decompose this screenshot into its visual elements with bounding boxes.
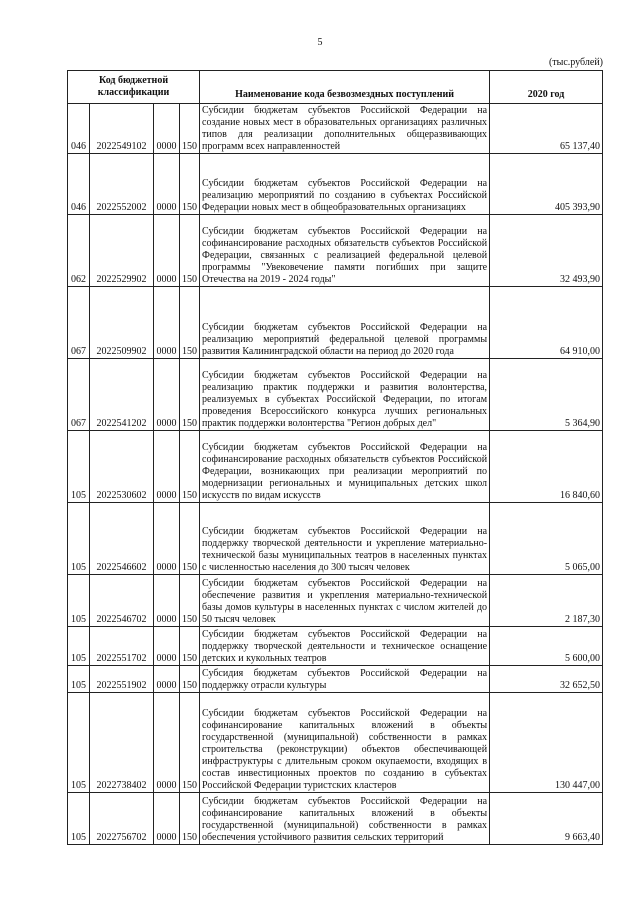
program-code-cell: 0000 [154, 431, 180, 503]
economic-code-cell: 150 [180, 575, 200, 627]
main-code-cell: 2022756702 [90, 793, 154, 845]
economic-code-cell: 150 [180, 627, 200, 666]
table-row [68, 575, 603, 627]
page-number: 5 [317, 37, 323, 48]
name-column-header: Наименование кода безвозмездных поступлений [200, 71, 490, 104]
main-code-cell: 2022530602 [90, 431, 154, 503]
amount-cell: 64 910,00 [490, 287, 603, 359]
main-code-cell: 2022541202 [90, 359, 154, 431]
admin-code-cell: 062 [68, 215, 90, 287]
economic-code-cell: 150 [180, 359, 200, 431]
amount-cell: 405 393,90 [490, 154, 603, 215]
main-code-cell: 2022546702 [90, 575, 154, 627]
main-code-cell: 2022546602 [90, 503, 154, 575]
main-code-cell: 2022552002 [90, 154, 154, 215]
program-code-cell: 0000 [154, 793, 180, 845]
table-row [68, 666, 603, 693]
admin-code-cell: 046 [68, 154, 90, 215]
amount-cell: 2 187,30 [490, 575, 603, 627]
revenue-name-cell: Субсидии бюджетам субъектов Российской Федерации на софинансирование расходных обязательств субъектов Российской Федерации, связанных с реализацией федеральной целевой программы "Увековечение памяти погибших при защите Отечества на 2019 - 2024 годы" [200, 215, 490, 287]
table-row [68, 431, 603, 503]
budget-table [67, 70, 603, 845]
economic-code-cell: 150 [180, 503, 200, 575]
program-code-cell: 0000 [154, 627, 180, 666]
table-row [68, 287, 603, 359]
economic-code-cell: 150 [180, 793, 200, 845]
economic-code-cell: 150 [180, 154, 200, 215]
program-code-cell: 0000 [154, 154, 180, 215]
revenue-name-cell: Субсидии бюджетам субъектов Российской Федерации на софинансирование капитальных вложений в объекты государственной (муниципальной) собственности в рамках строительства (реконструкции) объектов обеспечивающей инфраструктуры с длительным сроком окупаемости, входящих в состав инвестиционных проектов по созданию в субъектах Российской Федерации туристских кластеров [200, 693, 490, 793]
revenue-name-cell: Субсидия бюджетам субъектов Российской Федерации на поддержку отрасли культуры [200, 666, 490, 693]
admin-code-cell: 067 [68, 287, 90, 359]
revenue-name-cell: Субсидии бюджетам субъектов Российской Федерации на обеспечение развития и укрепления материально-технической базы домов культуры в населенных пунктах с числом жителей до 50 тысяч человек [200, 575, 490, 627]
economic-code-cell: 150 [180, 215, 200, 287]
program-code-cell: 0000 [154, 666, 180, 693]
revenue-name-cell: Субсидии бюджетам субъектов Российской Федерации на поддержку творческой деятельности и укрепление материально-технической базы муниципальных театров в населенных пунктах с численностью населения до 300 тысяч человек [200, 503, 490, 575]
admin-code-cell: 105 [68, 666, 90, 693]
main-code-cell: 2022551702 [90, 627, 154, 666]
program-code-cell: 0000 [154, 575, 180, 627]
table-row [68, 154, 603, 215]
revenue-name-cell: Субсидии бюджетам субъектов Российской Федерации на реализацию мероприятий по созданию в субъектах Российской Федерации новых мест в общеобразовательных организациях [200, 154, 490, 215]
table-row [68, 104, 603, 154]
economic-code-cell: 150 [180, 104, 200, 154]
revenue-name-cell: Субсидии бюджетам субъектов Российской Федерации на создание новых мест в образовательных организациях различных типов для реализации дополнительных общеразвивающих программ всех направленностей [200, 104, 490, 154]
admin-code-cell: 105 [68, 503, 90, 575]
main-code-cell: 2022529902 [90, 215, 154, 287]
table-row [68, 215, 603, 287]
main-code-cell: 2022738402 [90, 693, 154, 793]
admin-code-cell: 105 [68, 575, 90, 627]
economic-code-cell: 150 [180, 666, 200, 693]
amount-cell: 16 840,60 [490, 431, 603, 503]
program-code-cell: 0000 [154, 287, 180, 359]
economic-code-cell: 150 [180, 693, 200, 793]
program-code-cell: 0000 [154, 693, 180, 793]
program-code-cell: 0000 [154, 104, 180, 154]
economic-code-cell: 150 [180, 287, 200, 359]
table-row [68, 793, 603, 845]
table-row [68, 627, 603, 666]
main-code-cell: 2022509902 [90, 287, 154, 359]
amount-cell: 5 364,90 [490, 359, 603, 431]
amount-cell: 65 137,40 [490, 104, 603, 154]
amount-cell: 5 065,00 [490, 503, 603, 575]
amount-cell: 130 447,00 [490, 693, 603, 793]
year-column-header: 2020 год [490, 71, 603, 104]
program-code-cell: 0000 [154, 215, 180, 287]
units-label: (тыс.рублей) [548, 57, 603, 68]
economic-code-cell: 150 [180, 431, 200, 503]
table-header-row [68, 71, 603, 104]
revenue-name-cell: Субсидии бюджетам субъектов Российской Федерации на реализацию практик поддержки и развития волонтерства, реализуемых в субъектах Российской Федерации, по итогам проведения Всероссийского конкурса лучших региональных практик поддержки волонтерства "Регион добрых дел" [200, 359, 490, 431]
table-row [68, 503, 603, 575]
program-code-cell: 0000 [154, 359, 180, 431]
main-code-cell: 2022551902 [90, 666, 154, 693]
revenue-name-cell: Субсидии бюджетам субъектов Российской Федерации на софинансирование расходных обязательств субъектов Российской Федерации, возникающих при реализации мероприятий по модернизации региональных и муниципальных детских школ искусств по видам искусств [200, 431, 490, 503]
table-body [68, 104, 603, 845]
amount-cell: 32 652,50 [490, 666, 603, 693]
admin-code-cell: 105 [68, 431, 90, 503]
table-row [68, 359, 603, 431]
admin-code-cell: 067 [68, 359, 90, 431]
amount-cell: 5 600,00 [490, 627, 603, 666]
main-code-cell: 2022549102 [90, 104, 154, 154]
admin-code-cell: 105 [68, 627, 90, 666]
revenue-name-cell: Субсидии бюджетам субъектов Российской Федерации на поддержку творческой деятельности и техническое оснащение детских и кукольных театров [200, 627, 490, 666]
admin-code-cell: 105 [68, 693, 90, 793]
amount-cell: 32 493,90 [490, 215, 603, 287]
revenue-name-cell: Субсидии бюджетам субъектов Российской Федерации на реализацию мероприятий федеральной целевой программы развития Калининградской области на период до 2020 года [200, 287, 490, 359]
amount-cell: 9 663,40 [490, 793, 603, 845]
table-row [68, 693, 603, 793]
admin-code-cell: 046 [68, 104, 90, 154]
code-column-header: Код бюджетной классификации [68, 71, 200, 104]
admin-code-cell: 105 [68, 793, 90, 845]
program-code-cell: 0000 [154, 503, 180, 575]
revenue-name-cell: Субсидии бюджетам субъектов Российской Федерации на софинансирование капитальных вложений в объекты государственной (муниципальной) собственности в рамках обеспечения устойчивого развития сельских территорий [200, 793, 490, 845]
